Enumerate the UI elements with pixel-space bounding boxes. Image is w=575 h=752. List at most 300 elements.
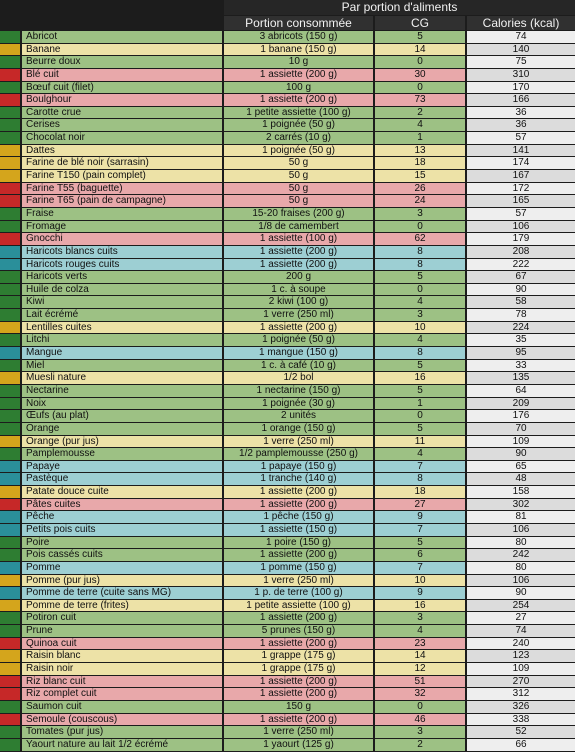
- table-row: [0, 650, 575, 663]
- calories-value: 165: [467, 195, 575, 207]
- portion-value: 1/2 bol: [224, 372, 373, 384]
- cg-value: 5: [375, 31, 465, 43]
- calories-value: 312: [467, 688, 575, 700]
- table-row: [0, 322, 575, 335]
- cg-value: 8: [375, 473, 465, 485]
- table-row: [0, 44, 575, 57]
- portion-value: 1 assiette (200 g): [224, 638, 373, 650]
- portion-value: 1 assiette (200 g): [224, 259, 373, 271]
- food-name: Papaye: [22, 461, 222, 473]
- table-row: [0, 549, 575, 562]
- table-row: [0, 309, 575, 322]
- calories-value: 64: [467, 385, 575, 397]
- food-name: Chocolat noir: [22, 132, 222, 144]
- color-indicator: [0, 524, 20, 536]
- calories-value: 302: [467, 499, 575, 511]
- cg-value: 9: [375, 587, 465, 599]
- food-name: Lentilles cuites: [22, 322, 222, 334]
- portion-value: 50 g: [224, 183, 373, 195]
- color-indicator: [0, 423, 20, 435]
- food-name: Patate douce cuite: [22, 486, 222, 498]
- color-indicator: [0, 587, 20, 599]
- food-name: Dattes: [22, 145, 222, 157]
- color-indicator: [0, 575, 20, 587]
- cg-value: 4: [375, 296, 465, 308]
- food-name: Noix: [22, 398, 222, 410]
- color-indicator: [0, 676, 20, 688]
- cg-value: 5: [375, 385, 465, 397]
- cg-value: 18: [375, 157, 465, 169]
- portion-value: 1 poignée (30 g): [224, 398, 373, 410]
- portion-value: 1 assiette (200 g): [224, 246, 373, 258]
- portion-value: 1 petite assiette (100 g): [224, 107, 373, 119]
- cg-value: 13: [375, 145, 465, 157]
- cg-value: 4: [375, 625, 465, 637]
- color-indicator: [0, 410, 20, 422]
- food-name: Bœuf cuit (filet): [22, 82, 222, 94]
- calories-value: 48: [467, 473, 575, 485]
- calories-value: 75: [467, 56, 575, 68]
- color-indicator: [0, 714, 20, 726]
- portion-value: 50 g: [224, 195, 373, 207]
- color-indicator: [0, 537, 20, 549]
- calories-value: 36: [467, 107, 575, 119]
- portion-value: 1 grappe (175 g): [224, 650, 373, 662]
- cg-value: 7: [375, 461, 465, 473]
- portion-value: 200 g: [224, 271, 373, 283]
- food-name: Pêche: [22, 511, 222, 523]
- cg-value: 3: [375, 726, 465, 738]
- table-row: [0, 94, 575, 107]
- color-indicator: [0, 259, 20, 271]
- food-name: Pomme (pur jus): [22, 575, 222, 587]
- portion-value: 1 assiette (200 g): [224, 676, 373, 688]
- cg-value: 1: [375, 398, 465, 410]
- food-name: Mangue: [22, 347, 222, 359]
- cg-value: 0: [375, 701, 465, 713]
- calories-value: 166: [467, 94, 575, 106]
- color-indicator: [0, 157, 20, 169]
- portion-value: 10 g: [224, 56, 373, 68]
- portion-value: 50 g: [224, 170, 373, 182]
- food-name: Kiwi: [22, 296, 222, 308]
- table-row: [0, 537, 575, 550]
- portion-value: 1 assiette (200 g): [224, 322, 373, 334]
- color-indicator: [0, 132, 20, 144]
- calories-value: 224: [467, 322, 575, 334]
- table-row: [0, 183, 575, 196]
- calories-value: 106: [467, 524, 575, 536]
- table-row: [0, 676, 575, 689]
- portion-value: 1 poire (150 g): [224, 537, 373, 549]
- cg-value: 0: [375, 82, 465, 94]
- color-indicator: [0, 511, 20, 523]
- calories-value: 74: [467, 625, 575, 637]
- table-body: [0, 31, 575, 752]
- table-row: [0, 69, 575, 82]
- calories-value: 174: [467, 157, 575, 169]
- color-indicator: [0, 701, 20, 713]
- food-name: Pomme de terre (frites): [22, 600, 222, 612]
- portion-value: 1 pomme (150 g): [224, 562, 373, 574]
- food-name: Poire: [22, 537, 222, 549]
- calories-value: 242: [467, 549, 575, 561]
- cg-value: 6: [375, 549, 465, 561]
- calories-value: 109: [467, 436, 575, 448]
- food-name: Banane: [22, 44, 222, 56]
- table-row: [0, 119, 575, 132]
- calories-value: 27: [467, 612, 575, 624]
- portion-value: 15-20 fraises (200 g): [224, 208, 373, 220]
- table-row: [0, 714, 575, 727]
- food-name: Pomme de terre (cuite sans MG): [22, 587, 222, 599]
- table-row: [0, 410, 575, 423]
- food-name: Lait écrémé: [22, 309, 222, 321]
- food-name: Miel: [22, 360, 222, 372]
- color-indicator: [0, 271, 20, 283]
- food-name: Fraise: [22, 208, 222, 220]
- calories-value: 141: [467, 145, 575, 157]
- color-indicator: [0, 107, 20, 119]
- portion-value: 1 nectarine (150 g): [224, 385, 373, 397]
- color-indicator: [0, 82, 20, 94]
- color-indicator: [0, 284, 20, 296]
- food-name: Carotte crue: [22, 107, 222, 119]
- portion-value: 1 c. à café (10 g): [224, 360, 373, 372]
- food-name: Huile de colza: [22, 284, 222, 296]
- table-row: [0, 423, 575, 436]
- color-indicator: [0, 334, 20, 346]
- color-indicator: [0, 119, 20, 131]
- cg-value: 8: [375, 246, 465, 258]
- color-indicator: [0, 322, 20, 334]
- table-row: [0, 398, 575, 411]
- table-row: [0, 486, 575, 499]
- food-name: Quinoa cuit: [22, 638, 222, 650]
- cg-value: 26: [375, 183, 465, 195]
- calories-value: 109: [467, 663, 575, 675]
- table-row: [0, 195, 575, 208]
- calories-value: 81: [467, 511, 575, 523]
- color-indicator: [0, 638, 20, 650]
- cg-value: 23: [375, 638, 465, 650]
- food-name: Haricots verts: [22, 271, 222, 283]
- table-header: [0, 0, 575, 30]
- color-indicator: [0, 56, 20, 68]
- calories-value: 58: [467, 296, 575, 308]
- calories-value: 240: [467, 638, 575, 650]
- food-name: Raisin blanc: [22, 650, 222, 662]
- table-row: [0, 726, 575, 739]
- table-row: [0, 739, 575, 752]
- food-name: Petits pois cuits: [22, 524, 222, 536]
- food-name: Haricots rouges cuits: [22, 259, 222, 271]
- cg-value: 32: [375, 688, 465, 700]
- portion-value: 1 banane (150 g): [224, 44, 373, 56]
- portion-value: 1 assiette (200 g): [224, 612, 373, 624]
- food-name: Farine de blé noir (sarrasin): [22, 157, 222, 169]
- calories-value: 106: [467, 221, 575, 233]
- portion-value: 1 assiette (200 g): [224, 486, 373, 498]
- food-name: Yaourt nature au lait 1/2 écrémé: [22, 739, 222, 751]
- portion-value: 1 verre (250 ml): [224, 436, 373, 448]
- calories-value: 67: [467, 271, 575, 283]
- color-indicator: [0, 473, 20, 485]
- portion-value: 2 carrés (10 g): [224, 132, 373, 144]
- calories-value: 158: [467, 486, 575, 498]
- table-row: [0, 360, 575, 373]
- table-row: [0, 448, 575, 461]
- food-name: Pastèque: [22, 473, 222, 485]
- calories-value: 57: [467, 208, 575, 220]
- cg-value: 4: [375, 448, 465, 460]
- food-name: Fromage: [22, 221, 222, 233]
- calories-value: 57: [467, 132, 575, 144]
- color-indicator: [0, 499, 20, 511]
- cg-value: 7: [375, 562, 465, 574]
- table-row: [0, 246, 575, 259]
- calories-value: 179: [467, 233, 575, 245]
- table-row: [0, 334, 575, 347]
- cg-value: 11: [375, 436, 465, 448]
- calories-value: 172: [467, 183, 575, 195]
- food-name: Riz complet cuit: [22, 688, 222, 700]
- portion-value: 1 assiette (150 g): [224, 524, 373, 536]
- calories-value: 90: [467, 448, 575, 460]
- table-row: [0, 347, 575, 360]
- food-name: Haricots blancs cuits: [22, 246, 222, 258]
- cg-value: 62: [375, 233, 465, 245]
- color-indicator: [0, 360, 20, 372]
- food-name: Potiron cuit: [22, 612, 222, 624]
- color-indicator: [0, 309, 20, 321]
- color-indicator: [0, 246, 20, 258]
- portion-value: 1 assiette (200 g): [224, 499, 373, 511]
- portion-value: 2 unités: [224, 410, 373, 422]
- food-name: Farine T150 (pain complet): [22, 170, 222, 182]
- food-name: Œufs (au plat): [22, 410, 222, 422]
- table-row: [0, 31, 575, 44]
- color-indicator: [0, 347, 20, 359]
- table-row: [0, 562, 575, 575]
- header-cg: CG: [375, 16, 465, 30]
- cg-value: 2: [375, 739, 465, 751]
- calories-value: 106: [467, 575, 575, 587]
- food-name: Prune: [22, 625, 222, 637]
- calories-value: 66: [467, 739, 575, 751]
- portion-value: 1 assiette (200 g): [224, 94, 373, 106]
- cg-value: 27: [375, 499, 465, 511]
- cg-value: 3: [375, 208, 465, 220]
- portion-value: 1/8 de camembert: [224, 221, 373, 233]
- table-row: [0, 284, 575, 297]
- table-row: [0, 145, 575, 158]
- calories-value: 209: [467, 398, 575, 410]
- table-row: [0, 107, 575, 120]
- calories-value: 135: [467, 372, 575, 384]
- color-indicator: [0, 183, 20, 195]
- table-row: [0, 170, 575, 183]
- food-name: Tomates (pur jus): [22, 726, 222, 738]
- calories-value: 65: [467, 461, 575, 473]
- calories-value: 70: [467, 423, 575, 435]
- portion-value: 1 tranche (140 g): [224, 473, 373, 485]
- cg-value: 2: [375, 107, 465, 119]
- cg-value: 4: [375, 334, 465, 346]
- portion-value: 1 mangue (150 g): [224, 347, 373, 359]
- portion-value: 1 assiette (200 g): [224, 69, 373, 81]
- table-row: [0, 208, 575, 221]
- header-calories: Calories (kcal): [467, 16, 575, 30]
- color-indicator: [0, 739, 20, 751]
- header-blank: [0, 0, 222, 30]
- table-row: [0, 385, 575, 398]
- calories-value: 270: [467, 676, 575, 688]
- color-indicator: [0, 398, 20, 410]
- color-indicator: [0, 436, 20, 448]
- portion-value: 1 verre (250 ml): [224, 726, 373, 738]
- portion-value: 1 poignée (50 g): [224, 145, 373, 157]
- cg-value: 16: [375, 372, 465, 384]
- cg-value: 10: [375, 575, 465, 587]
- calories-value: 254: [467, 600, 575, 612]
- food-name: Pamplemousse: [22, 448, 222, 460]
- portion-value: 1 papaye (150 g): [224, 461, 373, 473]
- table-row: [0, 157, 575, 170]
- food-name: Orange (pur jus): [22, 436, 222, 448]
- calories-value: 35: [467, 334, 575, 346]
- table-row: [0, 436, 575, 449]
- food-name: Pâtes cuites: [22, 499, 222, 511]
- portion-value: 1 yaourt (125 g): [224, 739, 373, 751]
- portion-value: 3 abricots (150 g): [224, 31, 373, 43]
- cg-value: 18: [375, 486, 465, 498]
- portion-value: 1 verre (250 ml): [224, 575, 373, 587]
- cg-value: 30: [375, 69, 465, 81]
- header-group-title: Par portion d'aliments: [224, 0, 575, 15]
- portion-value: 1 verre (250 ml): [224, 309, 373, 321]
- calories-value: 208: [467, 246, 575, 258]
- color-indicator: [0, 726, 20, 738]
- calories-value: 140: [467, 44, 575, 56]
- calories-value: 80: [467, 537, 575, 549]
- calories-value: 80: [467, 562, 575, 574]
- portion-value: 50 g: [224, 157, 373, 169]
- calories-value: 176: [467, 410, 575, 422]
- portion-value: 1 assiette (100 g): [224, 233, 373, 245]
- cg-value: 3: [375, 612, 465, 624]
- calories-value: 123: [467, 650, 575, 662]
- color-indicator: [0, 145, 20, 157]
- table-row: [0, 259, 575, 272]
- food-name: Beurre doux: [22, 56, 222, 68]
- calories-value: 90: [467, 587, 575, 599]
- color-indicator: [0, 650, 20, 662]
- food-name: Blé cuit: [22, 69, 222, 81]
- food-name: Pomme: [22, 562, 222, 574]
- portion-value: 150 g: [224, 701, 373, 713]
- table-row: [0, 688, 575, 701]
- cg-value: 7: [375, 524, 465, 536]
- table-row: [0, 701, 575, 714]
- food-name: Muesli nature: [22, 372, 222, 384]
- cg-value: 0: [375, 221, 465, 233]
- calories-value: 52: [467, 726, 575, 738]
- cg-value: 12: [375, 663, 465, 675]
- food-name: Gnocchi: [22, 233, 222, 245]
- cg-value: 9: [375, 511, 465, 523]
- cg-value: 8: [375, 347, 465, 359]
- calories-value: 36: [467, 119, 575, 131]
- color-indicator: [0, 562, 20, 574]
- portion-value: 1 orange (150 g): [224, 423, 373, 435]
- cg-value: 4: [375, 119, 465, 131]
- cg-value: 15: [375, 170, 465, 182]
- cg-value: 14: [375, 44, 465, 56]
- table-row: [0, 221, 575, 234]
- color-indicator: [0, 663, 20, 675]
- color-indicator: [0, 461, 20, 473]
- color-indicator: [0, 688, 20, 700]
- calories-value: 78: [467, 309, 575, 321]
- portion-value: 1 assiette (200 g): [224, 688, 373, 700]
- table-row: [0, 132, 575, 145]
- cg-value: 14: [375, 650, 465, 662]
- portion-value: 1 c. à soupe: [224, 284, 373, 296]
- food-name: Boulghour: [22, 94, 222, 106]
- food-name: Raisin noir: [22, 663, 222, 675]
- portion-value: 1 p. de terre (100 g): [224, 587, 373, 599]
- portion-value: 2 kiwi (100 g): [224, 296, 373, 308]
- color-indicator: [0, 486, 20, 498]
- calories-value: 167: [467, 170, 575, 182]
- table-row: [0, 82, 575, 95]
- color-indicator: [0, 233, 20, 245]
- food-name: Abricot: [22, 31, 222, 43]
- color-indicator: [0, 44, 20, 56]
- cg-value: 0: [375, 410, 465, 422]
- portion-value: 1 petite assiette (100 g): [224, 600, 373, 612]
- cg-value: 3: [375, 309, 465, 321]
- food-name: Cerises: [22, 119, 222, 131]
- food-name: Farine T55 (baguette): [22, 183, 222, 195]
- cg-value: 10: [375, 322, 465, 334]
- food-name: Semoule (couscous): [22, 714, 222, 726]
- table-row: [0, 271, 575, 284]
- table-row: [0, 612, 575, 625]
- cg-value: 0: [375, 56, 465, 68]
- food-name: Farine T65 (pain de campagne): [22, 195, 222, 207]
- color-indicator: [0, 296, 20, 308]
- table-row: [0, 638, 575, 651]
- portion-value: 1 grappe (175 g): [224, 663, 373, 675]
- color-indicator: [0, 448, 20, 460]
- table-row: [0, 461, 575, 474]
- color-indicator: [0, 170, 20, 182]
- color-indicator: [0, 221, 20, 233]
- portion-value: 1 assiette (200 g): [224, 549, 373, 561]
- color-indicator: [0, 94, 20, 106]
- calories-value: 74: [467, 31, 575, 43]
- table-row: [0, 663, 575, 676]
- calories-value: 170: [467, 82, 575, 94]
- table-row: [0, 625, 575, 638]
- cg-value: 0: [375, 284, 465, 296]
- cg-value: 16: [375, 600, 465, 612]
- cg-value: 8: [375, 259, 465, 271]
- portion-value: 100 g: [224, 82, 373, 94]
- table-row: [0, 372, 575, 385]
